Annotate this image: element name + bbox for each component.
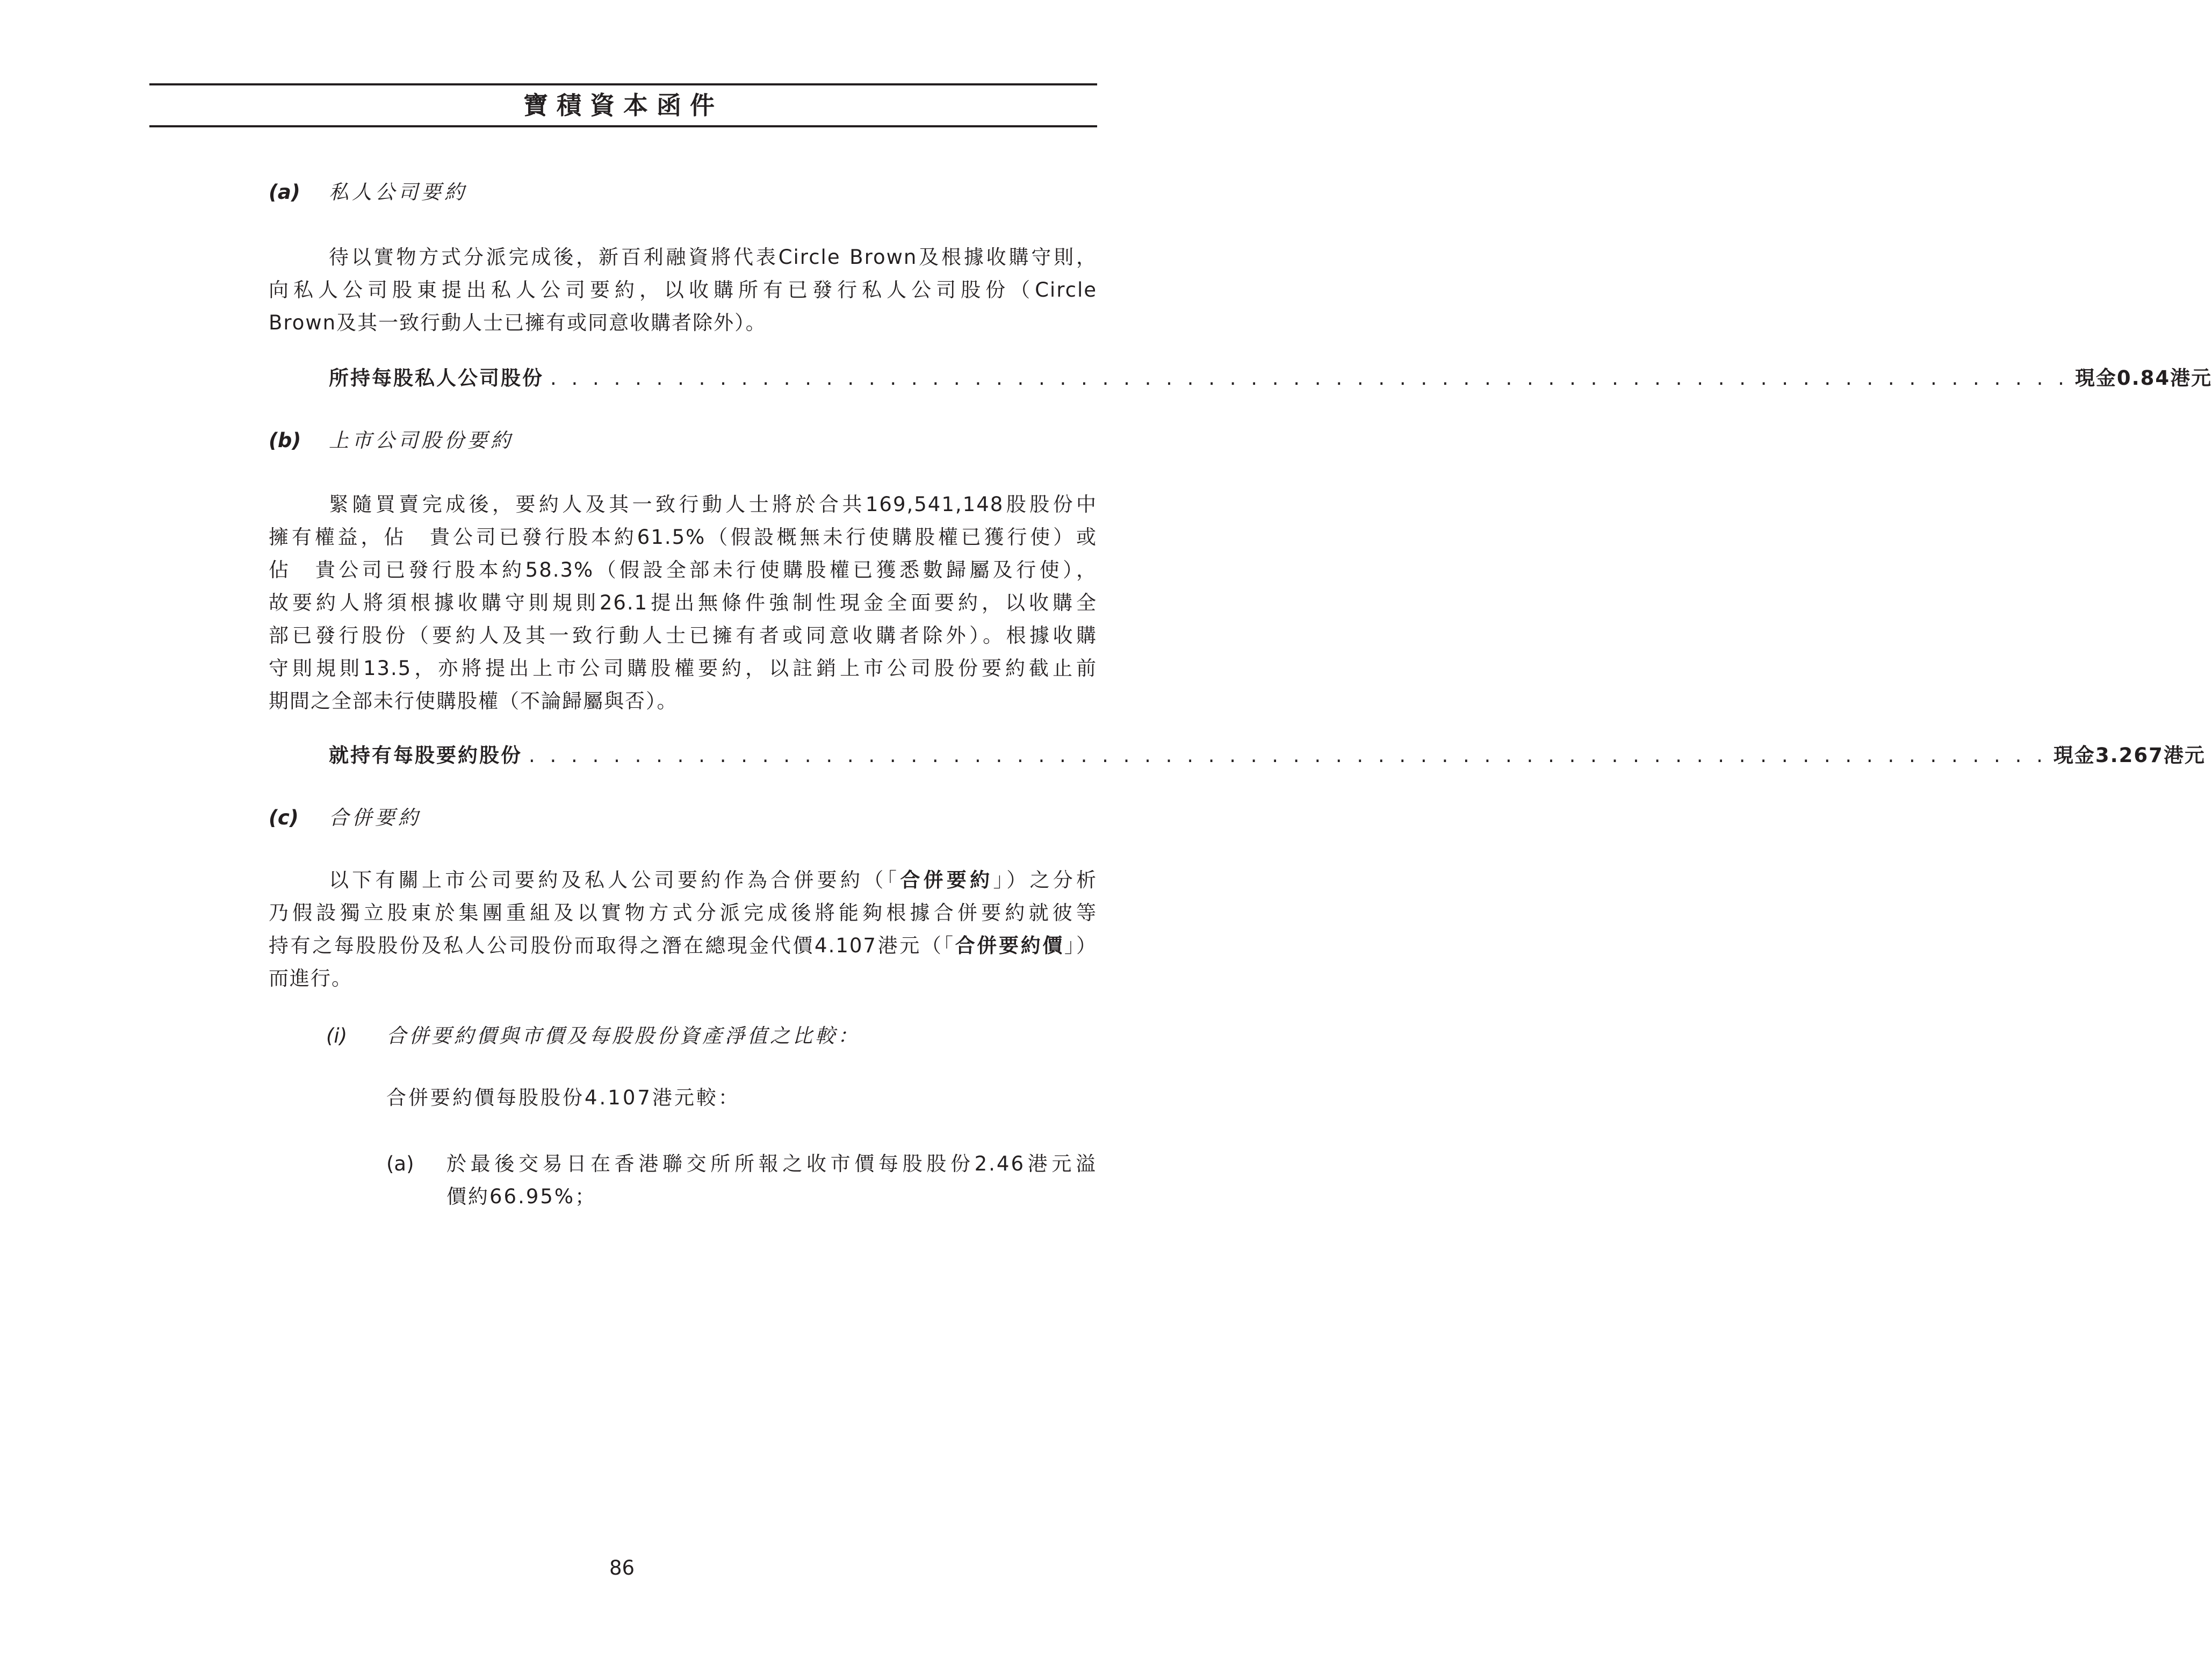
subsection-i-label: (i) (326, 1024, 348, 1047)
item-line: 於最後交易日在香港聯交所所報之收市價每股股份2.46港元溢 (446, 1152, 1097, 1175)
paragraph-line: 故要約人將須根據收購守則規則26.1提出無條件強制性現金全面要約，以收購全 (269, 591, 1097, 614)
paragraph-line: 待以實物方式分派完成後，新百利融資將代表Circle Brown及根據收購守則， (329, 246, 1097, 269)
paragraph-line: 緊隨買賣完成後，要約人及其一致行動人士將於合共169,541,148股股份中 (329, 493, 1097, 516)
item-label: (a) (386, 1152, 414, 1175)
section-c-paragraph (269, 864, 1097, 995)
paragraph-line: 擁有權益，佔 貴公司已發行股本約61.5%（假設概無未行使購股權已獲行使）或 (269, 526, 1097, 549)
section-a-label: (a) (269, 181, 300, 204)
dot-leader: . . . . . . . . . . . . . . . . . . . . . . . . . . . . . . . . . . . . . . . . . . . . . . . . . . . . . . . . . . . . . . . . . . . . . . . . (550, 367, 2069, 390)
paragraph-line: 部已發行股份（要約人及其一致行動人士已擁有者或同意收購者除外）。根據收購 (269, 624, 1097, 647)
paragraph-line: 而進行。 (269, 967, 352, 990)
header-top-rule (149, 83, 1097, 85)
section-c-title: 合併要約 (329, 806, 421, 829)
page-header-title: 寶積資本函件 (523, 91, 723, 120)
section-b-paragraph (269, 488, 1097, 717)
section-c-label: (c) (269, 806, 299, 829)
item-body (446, 1147, 1097, 1213)
defined-term: 合併要約 (900, 868, 993, 892)
text-segment: 」） (1064, 934, 1098, 957)
paragraph-line: 向私人公司股東提出私人公司要約，以收購所有已發行私人公司股份（Circle (269, 278, 1097, 301)
paragraph-line: 守則規則13.5，亦將提出上市公司購股權要約，以註銷上市公司股份要約截止前 (269, 657, 1097, 680)
section-a-paragraph (269, 241, 1097, 339)
header-bottom-rule (149, 125, 1097, 127)
paragraph-line (269, 864, 1097, 896)
offer-label: 就持有每股要約股份 (329, 744, 522, 767)
offer-label: 所持每股私人公司股份 (329, 367, 544, 390)
section-b-label: (b) (269, 429, 301, 452)
listed-offer-price-row (329, 742, 2206, 770)
paragraph-line: 佔 貴公司已發行股本約58.3%（假設全部未行使購股權已獲悉數歸屬及行使）， (269, 558, 1097, 581)
paragraph-line (269, 929, 1097, 962)
comparison-intro: 合併要約價每股股份4.107港元較： (386, 1086, 740, 1109)
subsection-i-title: 合併要約價與市價及每股股份資產淨值之比較： (386, 1024, 860, 1047)
paragraph-line: 期間之全部未行使購股權（不論歸屬與否）。 (269, 690, 678, 713)
defined-term: 合併要約價 (955, 934, 1064, 957)
paragraph-line: Brown及其一致行動人士已擁有或同意收購者除外）。 (269, 311, 767, 334)
item-line: 價約66.95%； (446, 1185, 597, 1208)
offer-value: 現金0.84港元 (2074, 367, 2212, 390)
paragraph-line: 乃假設獨立股東於集團重組及以實物方式分派完成後將能夠根據合併要約就彼等 (269, 901, 1097, 924)
text-segment: 持有之每股股份及私人公司股份而取得之潛在總現金代價4.107港元（「 (269, 934, 955, 957)
page-number: 86 (609, 1556, 635, 1579)
private-offer-price-row (329, 364, 2212, 392)
text-segment: 以下有關上市公司要約及私人公司要約作為合併要約（「 (329, 868, 900, 892)
section-b-title: 上市公司股份要約 (329, 429, 514, 452)
dot-leader: . . . . . . . . . . . . . . . . . . . . . . . . . . . . . . . . . . . . . . . . . . . . . . . . . . . . . . . . . . . . . . . . . . . . . . . . (529, 744, 2047, 767)
offer-value: 現金3.267港元 (2053, 744, 2206, 767)
section-a-title: 私人公司要約 (329, 181, 467, 204)
text-segment: 」）之分析 (993, 868, 1098, 892)
